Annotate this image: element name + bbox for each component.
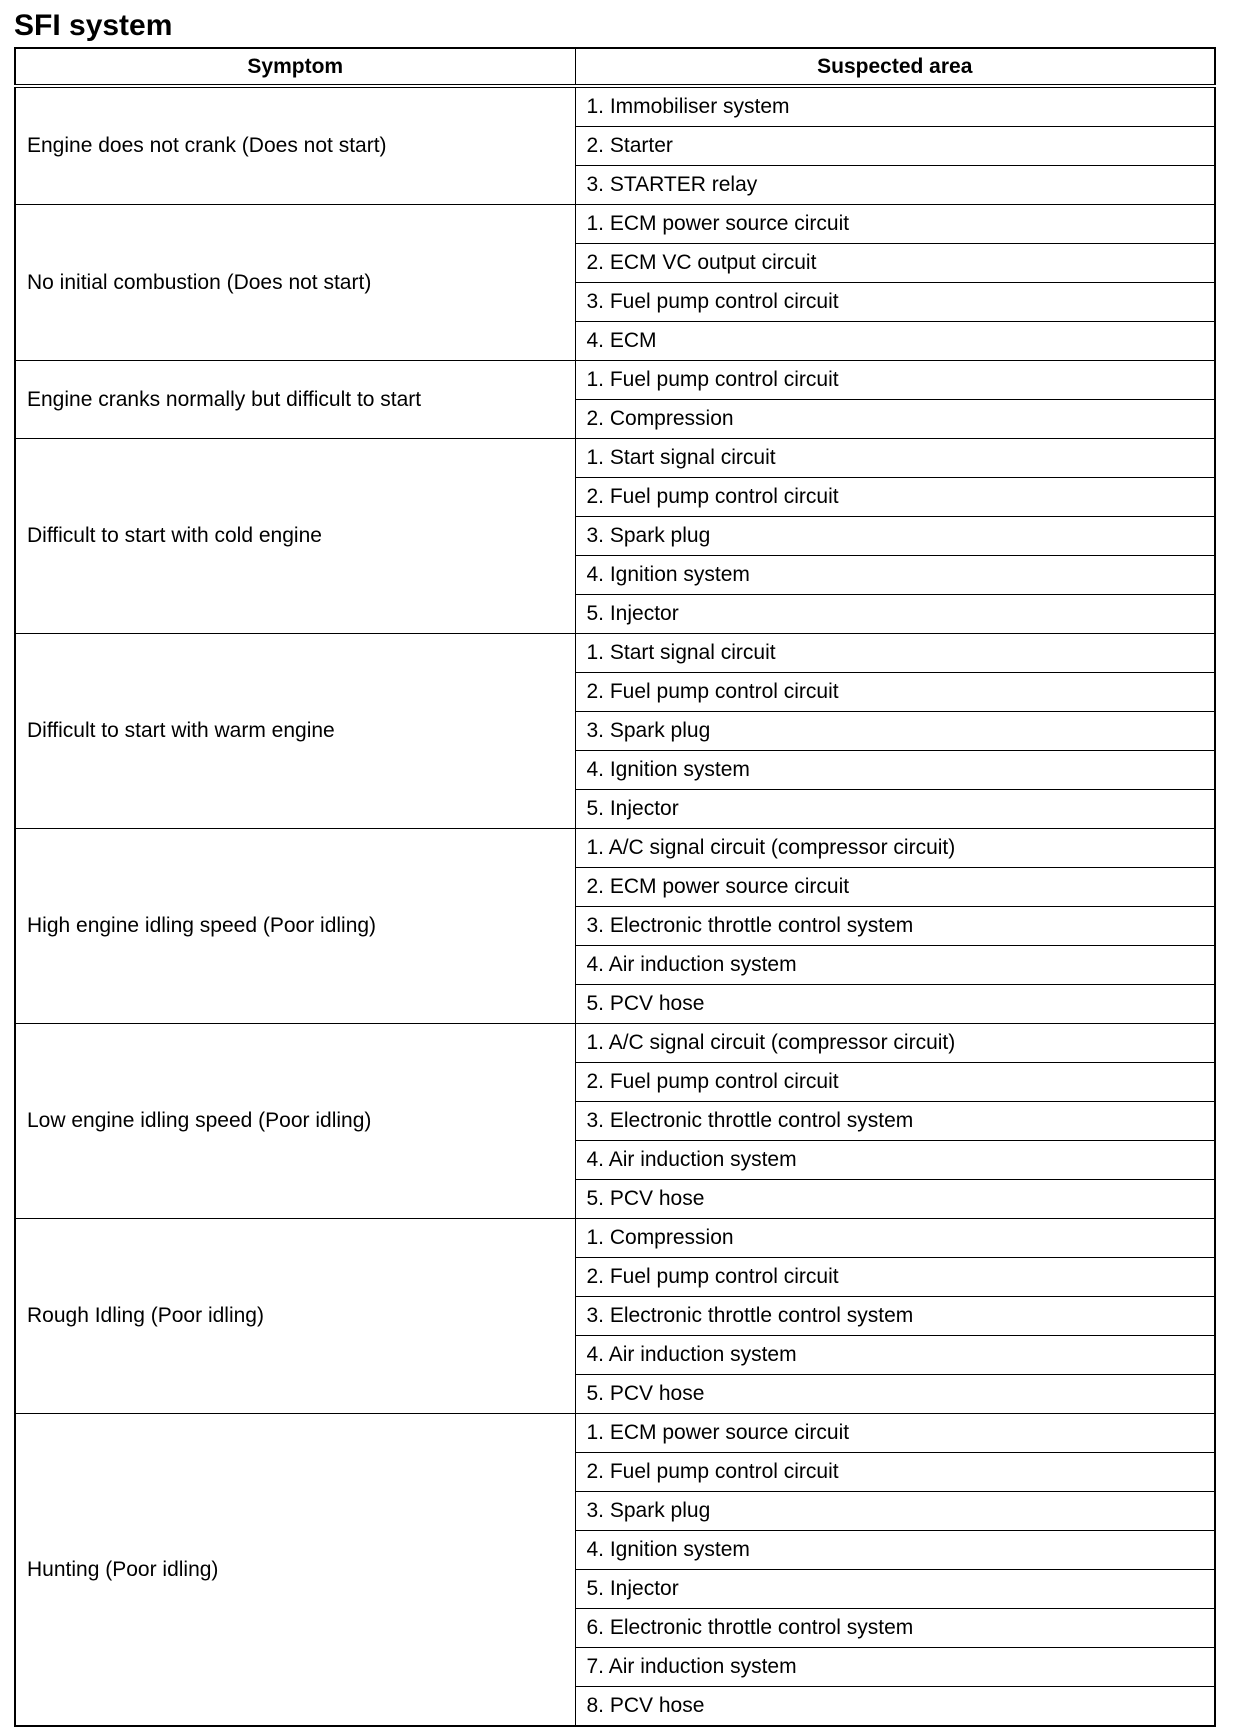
symptom-cell: Low engine idling speed (Poor idling)	[15, 1024, 575, 1219]
suspected-area-cell: 2. Fuel pump control circuit	[575, 1453, 1215, 1492]
suspected-area-cell: 2. Fuel pump control circuit	[575, 1063, 1215, 1102]
table-row	[15, 634, 1215, 673]
symptom-cell: Difficult to start with warm engine	[15, 634, 575, 829]
suspected-area-cell: 4. ECM	[575, 322, 1215, 361]
page-title: SFI system	[14, 9, 173, 42]
suspected-area-cell: 5. Injector	[575, 790, 1215, 829]
suspected-area-cell: 4. Air induction system	[575, 1336, 1215, 1375]
suspected-area-cell: 3. Electronic throttle control system	[575, 1297, 1215, 1336]
suspected-area-cell: 5. Injector	[575, 595, 1215, 634]
suspected-area-cell: 3. Fuel pump control circuit	[575, 283, 1215, 322]
suspected-area-cell: 6. Electronic throttle control system	[575, 1609, 1215, 1648]
suspected-area-cell: 4. Ignition system	[575, 556, 1215, 595]
symptom-cell: No initial combustion (Does not start)	[15, 205, 575, 361]
suspected-area-cell: 2. Starter	[575, 127, 1215, 166]
suspected-area-cell: 2. Fuel pump control circuit	[575, 673, 1215, 712]
symptom-cell: High engine idling speed (Poor idling)	[15, 829, 575, 1024]
suspected-area-cell: 3. Spark plug	[575, 712, 1215, 751]
symptom-cell: Hunting (Poor idling)	[15, 1414, 575, 1727]
header-row	[15, 48, 1215, 86]
symptom-column-header: Symptom	[15, 48, 575, 86]
suspected-area-column-header: Suspected area	[575, 48, 1215, 86]
table-row	[15, 1024, 1215, 1063]
suspected-area-cell: 2. Fuel pump control circuit	[575, 1258, 1215, 1297]
suspected-area-cell: 2. ECM power source circuit	[575, 868, 1215, 907]
suspected-area-cell: 7. Air induction system	[575, 1648, 1215, 1687]
table-row	[15, 361, 1215, 400]
suspected-area-cell: 4. Ignition system	[575, 1531, 1215, 1570]
symptom-cell: Rough Idling (Poor idling)	[15, 1219, 575, 1414]
suspected-area-cell: 1. A/C signal circuit (compressor circuit)	[575, 829, 1215, 868]
suspected-area-cell: 2. Fuel pump control circuit	[575, 478, 1215, 517]
table-row	[15, 1219, 1215, 1258]
suspected-area-cell: 3. Electronic throttle control system	[575, 907, 1215, 946]
table-row	[15, 1414, 1215, 1453]
table-row	[15, 86, 1215, 127]
suspected-area-cell: 1. Fuel pump control circuit	[575, 361, 1215, 400]
table-row	[15, 205, 1215, 244]
symptom-cell: Engine cranks normally but difficult to start	[15, 361, 575, 439]
suspected-area-cell: 5. PCV hose	[575, 1375, 1215, 1414]
suspected-area-cell: 3. Spark plug	[575, 1492, 1215, 1531]
suspected-area-cell: 3. STARTER relay	[575, 166, 1215, 205]
suspected-area-cell: 1. Immobiliser system	[575, 86, 1215, 127]
table-row	[15, 829, 1215, 868]
suspected-area-cell: 1. ECM power source circuit	[575, 1414, 1215, 1453]
suspected-area-cell: 4. Ignition system	[575, 751, 1215, 790]
suspected-area-cell: 2. ECM VC output circuit	[575, 244, 1215, 283]
symptom-cell: Engine does not crank (Does not start)	[15, 86, 575, 205]
suspected-area-cell: 5. PCV hose	[575, 1180, 1215, 1219]
suspected-area-cell: 1. A/C signal circuit (compressor circuit)	[575, 1024, 1215, 1063]
suspected-area-cell: 5. PCV hose	[575, 985, 1215, 1024]
suspected-area-cell: 5. Injector	[575, 1570, 1215, 1609]
symptom-cell: Difficult to start with cold engine	[15, 439, 575, 634]
suspected-area-cell: 2. Compression	[575, 400, 1215, 439]
suspected-area-cell: 3. Spark plug	[575, 517, 1215, 556]
suspected-area-cell: 1. Start signal circuit	[575, 634, 1215, 673]
symptom-table	[14, 47, 1216, 1727]
suspected-area-cell: 3. Electronic throttle control system	[575, 1102, 1215, 1141]
suspected-area-cell: 8. PCV hose	[575, 1687, 1215, 1727]
suspected-area-cell: 4. Air induction system	[575, 946, 1215, 985]
suspected-area-cell: 1. ECM power source circuit	[575, 205, 1215, 244]
suspected-area-cell: 4. Air induction system	[575, 1141, 1215, 1180]
suspected-area-cell: 1. Start signal circuit	[575, 439, 1215, 478]
table-body	[15, 86, 1215, 1726]
suspected-area-cell: 1. Compression	[575, 1219, 1215, 1258]
table-row	[15, 439, 1215, 478]
